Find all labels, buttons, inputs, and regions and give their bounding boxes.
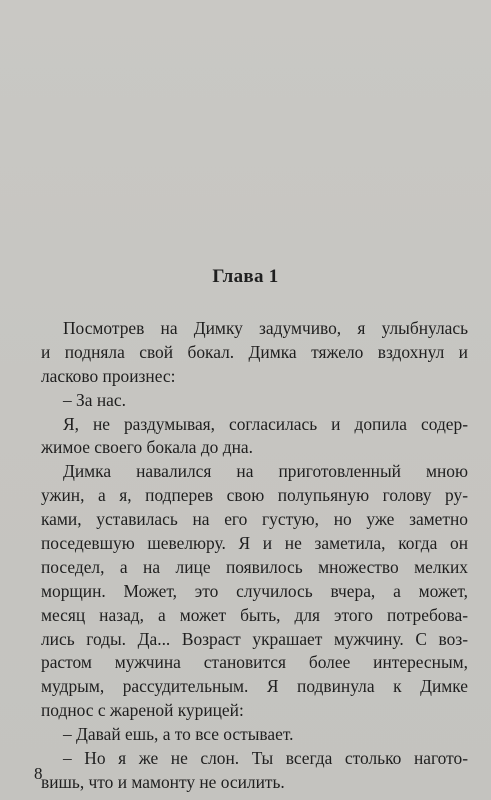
text-line: – Но я же не слон. Ты всегда столько нагото- [63,748,468,769]
text-line: растом мужчина становится более интересным, [41,652,468,673]
text-line: и подняла свой бокал. Димка тяжело вздохнул и [41,341,468,362]
text-line: ужин, а я, подперев свою полупьяную голову ру- [41,485,468,506]
text-line: ласково произнес: [41,365,176,386]
text-line: – Давай ешь, а то все остывает. [63,724,294,745]
text-line: поднос с жареной курицей: [41,700,244,721]
text-line: поседевшую шевелюру. Я и не заметила, когда он [41,533,468,554]
text-line: жимое своего бокала до дна. [41,437,253,458]
chapter-title: Глава 1 [212,266,279,287]
text-line: Посмотрев на Димку задумчиво, я улыбнулась [63,318,468,338]
text-line: вишь, что и мамонту не осилить. [41,771,285,792]
text-line: поседел, а на лице появилось множество мелких [41,556,468,577]
text-line: морщин. Может, это случилось вчера, а может, [41,580,468,601]
page-number: 8 [34,764,43,783]
text-line: лись годы. Да... Возраст украшает мужчину. С воз- [41,628,468,649]
text-line: – За нас. [63,389,126,410]
body-text [41,317,468,795]
text-line: мудрым, рассудительным. Я подвинула к Димке [41,676,468,697]
text-line: Я, не раздумывая, согласилась и допила содер- [63,413,468,434]
text-line: ками, уставилась на его густую, но уже заметно [41,509,468,530]
text-line: Димка навалился на приготовленный мною [63,461,468,482]
text-line: месяц назад, а может быть, для этого потребова- [41,604,468,625]
